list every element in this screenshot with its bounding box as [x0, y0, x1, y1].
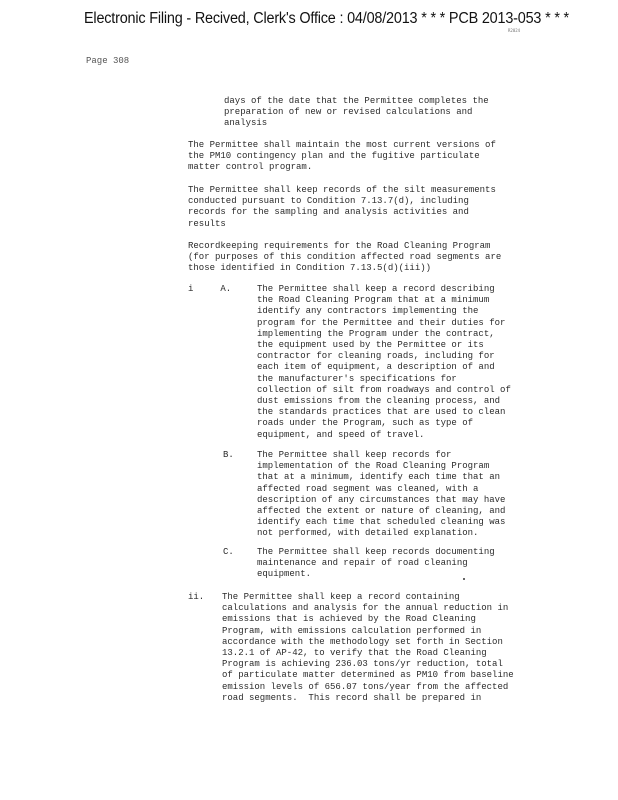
- scan-speck: [463, 578, 465, 580]
- item-marker-c: C.: [223, 547, 234, 557]
- filing-stamp: Electronic Filing - Recived, Clerk's Office : 04/08/2013 * * * PCB 2013-053 * * *: [84, 10, 569, 27]
- paragraph-analysis-deadline: days of the date that the Permittee completes the preparation of new or revised calculations and analysis: [224, 96, 489, 129]
- item-marker-i-a: i A.: [188, 284, 232, 294]
- item-text-b: The Permittee shall keep records for implementation of the Road Cleaning Program that at a minimum, identify each time that an affected road segment was cleaned, with a description of any circumstances that may have affected the extent or nature of cleaning, and identify each time that scheduled cleaning was not performed, with detailed explanation.: [257, 450, 506, 539]
- page-number: Page 308: [86, 56, 130, 66]
- item-marker-b: B.: [223, 450, 234, 460]
- item-text-c: The Permittee shall keep records documenting maintenance and repair of road cleaning equipment.: [257, 547, 495, 580]
- item-text-a: The Permittee shall keep a record describing the Road Cleaning Program that at a minimum identify any contractors implementing the program for the Permittee and their duties for implementing the Program under the contract, the equipment used by the Permittee or its contractor for cleaning roads, including for each item of equipment, a description of and the manufacturer's specifications for collection of silt from roadways and control of dust emissions from the cleaning process, and the standards practices that are used to clean roads under the Program, such as type of equipment, and speed of travel.: [257, 284, 511, 440]
- document-stamp-id: R2024: [508, 28, 521, 33]
- item-marker-ii: ii.: [188, 592, 205, 602]
- paragraph-silt-records: The Permittee shall keep records of the silt measurements conducted pursuant to Condition 7.13.7(d), including records for the sampling and analysis activities and results: [188, 185, 496, 229]
- paragraph-contingency-plan: The Permittee shall maintain the most current versions of the PM10 contingency plan and the fugitive particulate matter control program.: [188, 140, 496, 173]
- paragraph-road-cleaning-heading: Recordkeeping requirements for the Road Cleaning Program (for purposes of this condition affected road segments are those identified in Condition 7.13.5(d)(iii)): [188, 241, 502, 274]
- item-text-ii: The Permittee shall keep a record containing calculations and analysis for the annual reduction in emissions that is achieved by the Road Cleaning Program, with emissions calculation performed in accordance with the methodology set forth in Section 13.2.1 of AP-42, to verify that the Road Cleaning Program is achieving 236.03 tons/yr reduction, total of particulate matter determined as PM10 from baseline emission levels of 656.07 tons/year from the affected road segments. This record shall be prepared in: [222, 592, 514, 703]
